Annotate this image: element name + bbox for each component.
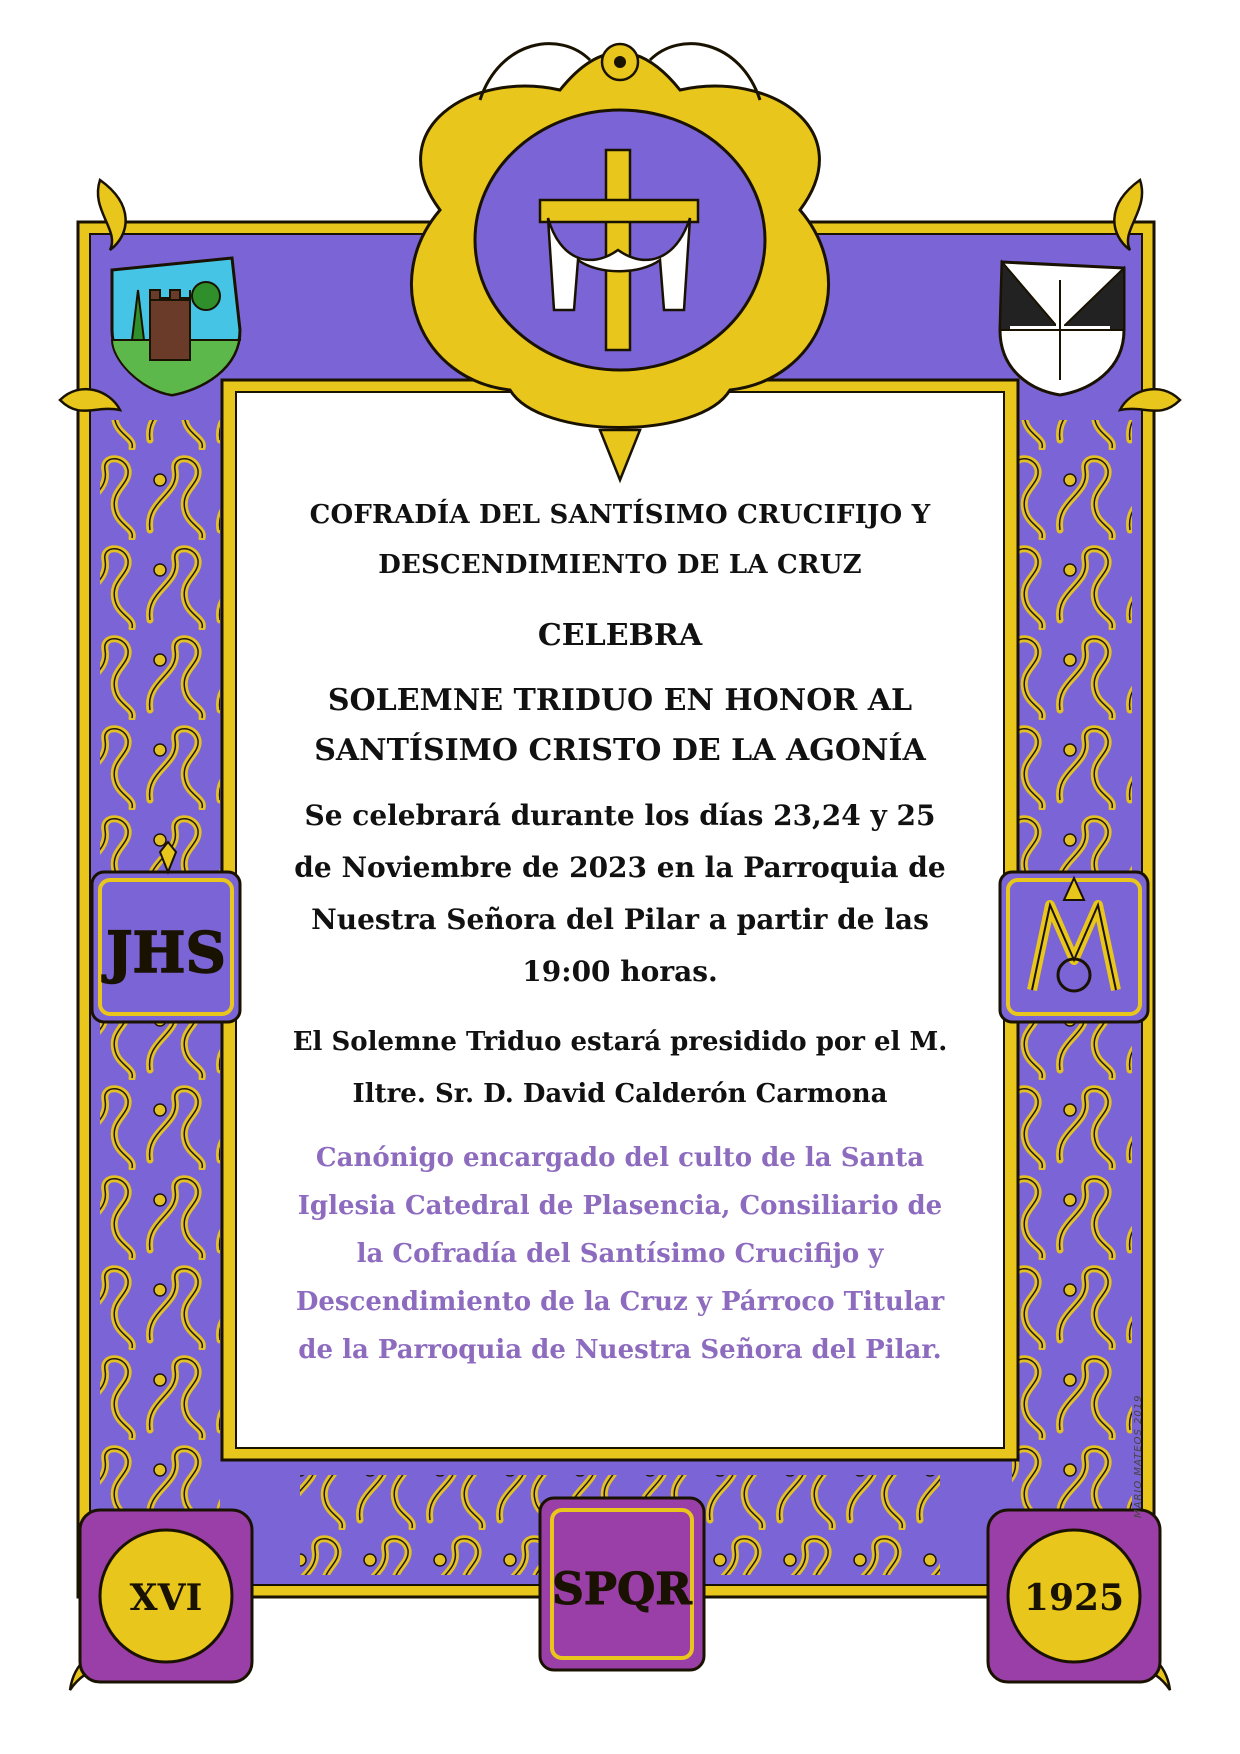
spqr-label: SPQR xyxy=(552,1564,692,1615)
organization-line-1: COFRADÍA DEL SANTÍSIMO CRUCIFIJO Y xyxy=(309,500,931,530)
presided-line-2: Iltre. Sr. D. David Calderón Carmona xyxy=(352,1079,888,1109)
presided-by xyxy=(262,1016,978,1120)
bottom-left-medallion xyxy=(80,1510,252,1682)
invitation-panel xyxy=(262,470,978,1370)
event-dates xyxy=(262,790,978,998)
canon-line-3: la Cofradía del Santísimo Crucifijo y xyxy=(356,1239,884,1269)
organization-title xyxy=(262,490,978,590)
celebra-heading: CELEBRA xyxy=(537,618,703,653)
year-1925-label: 1925 xyxy=(1023,1577,1125,1619)
bottom-right-medallion xyxy=(988,1510,1160,1682)
canon-line-5: de la Parroquia de Nuestra Señora del Pilar. xyxy=(298,1335,942,1365)
canon-line-4: Descendimiento de la Cruz y Párroco Titular xyxy=(295,1287,945,1317)
marian-monogram-icon xyxy=(1000,872,1148,1022)
dates-line-3: Nuestra Señora del Pilar a partir de las xyxy=(311,903,929,936)
jhs-monogram: JHS xyxy=(106,920,226,986)
presided-line-1: El Solemne Triduo estará presidido por el M. xyxy=(292,1027,948,1057)
canon-line-1: Canónigo encargado del culto de la Santa xyxy=(315,1143,925,1173)
event-line-1: SOLEMNE TRIDUO EN HONOR AL xyxy=(327,683,913,718)
event-title xyxy=(262,676,978,776)
artist-signature: MARIO MATEOS 2019 xyxy=(1133,1394,1144,1518)
canon-description xyxy=(262,1134,978,1374)
organization-line-2: DESCENDIMIENTO DE LA CRUZ xyxy=(378,550,862,580)
event-line-2: SANTÍSIMO CRISTO DE LA AGONÍA xyxy=(314,733,926,768)
dominican-cross-shield-icon xyxy=(1000,262,1124,395)
canon-line-2: Iglesia Catedral de Plasencia, Consiliario de xyxy=(297,1191,943,1221)
dates-line-2: de Noviembre de 2023 en la Parroquia de xyxy=(294,851,946,884)
dates-line-1: Se celebrará durante los días 23,24 y 25 xyxy=(304,799,936,832)
dates-line-4: 19:00 horas. xyxy=(522,955,718,988)
xvi-label: XVI xyxy=(129,1577,203,1619)
bottom-center-medallion xyxy=(540,1498,704,1670)
